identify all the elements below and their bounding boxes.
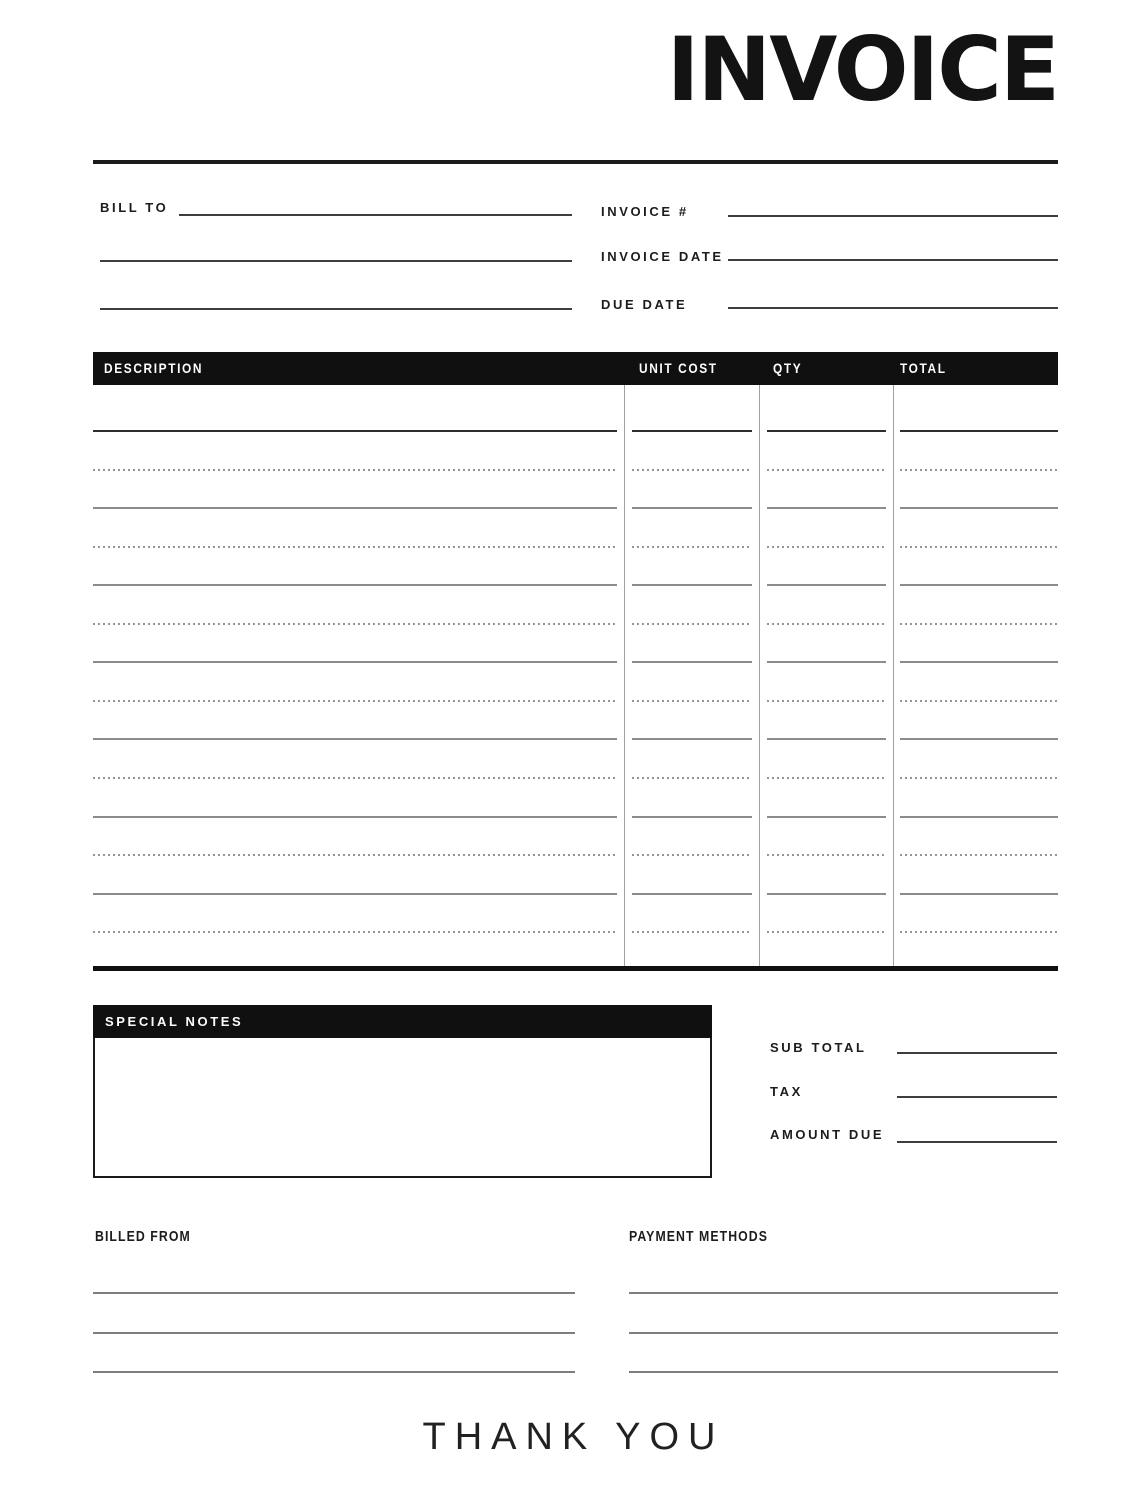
item-row-line-segment	[900, 700, 1058, 702]
column-header-description: DESCRIPTION	[104, 360, 204, 376]
item-row-line[interactable]	[93, 623, 1058, 625]
billed-from-lines	[93, 1270, 575, 1380]
item-row-line-segment	[900, 546, 1058, 548]
item-row-line-segment	[93, 738, 617, 740]
item-row-line[interactable]	[93, 507, 1058, 509]
column-header-unit-cost: UNIT COST	[639, 360, 718, 376]
item-row-line[interactable]	[93, 700, 1058, 702]
item-row-line-segment	[93, 893, 617, 895]
item-row-line[interactable]	[93, 584, 1058, 586]
billed-from-input-line[interactable]	[93, 1292, 575, 1294]
item-row-line[interactable]	[93, 469, 1058, 471]
item-row-line-segment	[900, 507, 1058, 509]
thank-you-text: THANK YOU	[422, 1416, 725, 1458]
bill-to-input-line-2[interactable]	[100, 260, 572, 262]
item-row-line-segment	[767, 546, 886, 548]
item-row-line-segment	[900, 430, 1058, 432]
billed-from-input-line[interactable]	[93, 1371, 575, 1373]
invoice-number-input-line[interactable]	[728, 215, 1058, 217]
invoice-number-label: INVOICE #	[601, 204, 689, 219]
item-row-line[interactable]	[93, 893, 1058, 895]
table-bottom-border	[93, 966, 1058, 971]
payment-methods-input-line[interactable]	[629, 1371, 1058, 1373]
item-row-line-segment	[93, 854, 617, 856]
item-row-line-segment	[632, 661, 752, 663]
item-row-line-segment	[632, 546, 752, 548]
item-row-line-segment	[767, 777, 886, 779]
item-row-line-segment	[632, 430, 752, 432]
due-date-label: DUE DATE	[601, 297, 688, 312]
item-row-line-segment	[900, 816, 1058, 818]
item-row-line[interactable]	[93, 931, 1058, 933]
item-row-line-segment	[93, 546, 617, 548]
item-row-line-segment	[93, 623, 617, 625]
page-title: INVOICE	[666, 18, 1058, 121]
item-row-line-segment	[632, 700, 752, 702]
item-row-line-segment	[93, 816, 617, 818]
column-header-qty: QTY	[773, 360, 803, 376]
column-divider	[893, 385, 894, 966]
item-row-line[interactable]	[93, 777, 1058, 779]
item-row-line-segment	[93, 931, 617, 933]
item-row-line-segment	[900, 584, 1058, 586]
item-row-line-segment	[632, 507, 752, 509]
tax-label: TAX	[770, 1084, 803, 1099]
item-row-line-segment	[767, 507, 886, 509]
invoice-date-input-line[interactable]	[728, 259, 1058, 261]
item-row-line[interactable]	[93, 430, 1058, 432]
item-row-line-segment	[767, 738, 886, 740]
item-row-line-segment	[767, 931, 886, 933]
invoice-date-label: INVOICE DATE	[601, 249, 724, 264]
item-row-line-segment	[900, 623, 1058, 625]
sub-total-label: SUB TOTAL	[770, 1040, 867, 1055]
item-row-line-segment	[767, 816, 886, 818]
item-row-line-segment	[900, 931, 1058, 933]
bill-to-input-line[interactable]	[179, 214, 572, 216]
item-row-line[interactable]	[93, 738, 1058, 740]
item-row-line-segment	[767, 584, 886, 586]
amount-due-input-line[interactable]	[897, 1141, 1057, 1143]
item-row-line[interactable]	[93, 816, 1058, 818]
item-row-line-segment	[93, 507, 617, 509]
item-row-line-segment	[900, 777, 1058, 779]
item-row-line-segment	[93, 661, 617, 663]
billed-from-input-line[interactable]	[93, 1332, 575, 1334]
payment-methods-input-line[interactable]	[629, 1332, 1058, 1334]
item-row-line-segment	[767, 661, 886, 663]
item-row-line-segment	[900, 738, 1058, 740]
item-row-line-segment	[767, 430, 886, 432]
item-row-line[interactable]	[93, 854, 1058, 856]
item-row-line-segment	[632, 469, 752, 471]
item-row-line-segment	[93, 469, 617, 471]
amount-due-label: AMOUNT DUE	[770, 1127, 885, 1142]
header-divider	[93, 160, 1058, 164]
billed-from-label: BILLED FROM	[95, 1228, 191, 1245]
special-notes-area[interactable]	[95, 1038, 710, 1176]
payment-methods-label: PAYMENT METHODS	[629, 1228, 769, 1245]
item-row-line-segment	[900, 661, 1058, 663]
due-date-input-line[interactable]	[728, 307, 1058, 309]
items-table	[93, 352, 1058, 971]
item-row-line[interactable]	[93, 546, 1058, 548]
item-row-line-segment	[632, 738, 752, 740]
table-body	[93, 385, 1058, 966]
item-row-line-segment	[767, 854, 886, 856]
item-row-line[interactable]	[93, 661, 1058, 663]
item-row-line-segment	[767, 893, 886, 895]
item-row-line-segment	[632, 854, 752, 856]
special-notes-header	[93, 1005, 712, 1038]
item-row-line-segment	[900, 469, 1058, 471]
bill-to-input-line-3[interactable]	[100, 308, 572, 310]
special-notes-label: SPECIAL NOTES	[105, 1014, 244, 1029]
special-notes-box	[93, 1005, 712, 1178]
item-row-line-segment	[900, 854, 1058, 856]
item-row-line-segment	[632, 584, 752, 586]
item-row-line-segment	[93, 700, 617, 702]
item-row-line-segment	[632, 931, 752, 933]
payment-methods-lines	[629, 1270, 1058, 1380]
column-header-total: TOTAL	[900, 360, 947, 376]
item-row-line-segment	[767, 623, 886, 625]
item-row-line-segment	[767, 469, 886, 471]
item-row-line-segment	[93, 430, 617, 432]
items-table-header	[93, 352, 1058, 385]
item-row-line-segment	[632, 893, 752, 895]
column-divider	[624, 385, 625, 966]
item-row-line-segment	[632, 623, 752, 625]
tax-input-line[interactable]	[897, 1096, 1057, 1098]
sub-total-input-line[interactable]	[897, 1052, 1057, 1054]
bill-to-label: BILL TO	[100, 200, 169, 215]
item-row-line-segment	[93, 584, 617, 586]
item-row-line-segment	[632, 816, 752, 818]
item-row-line-segment	[632, 777, 752, 779]
column-divider	[759, 385, 760, 966]
item-row-line-segment	[900, 893, 1058, 895]
payment-methods-input-line[interactable]	[629, 1292, 1058, 1294]
item-row-line-segment	[93, 777, 617, 779]
item-row-line-segment	[767, 700, 886, 702]
